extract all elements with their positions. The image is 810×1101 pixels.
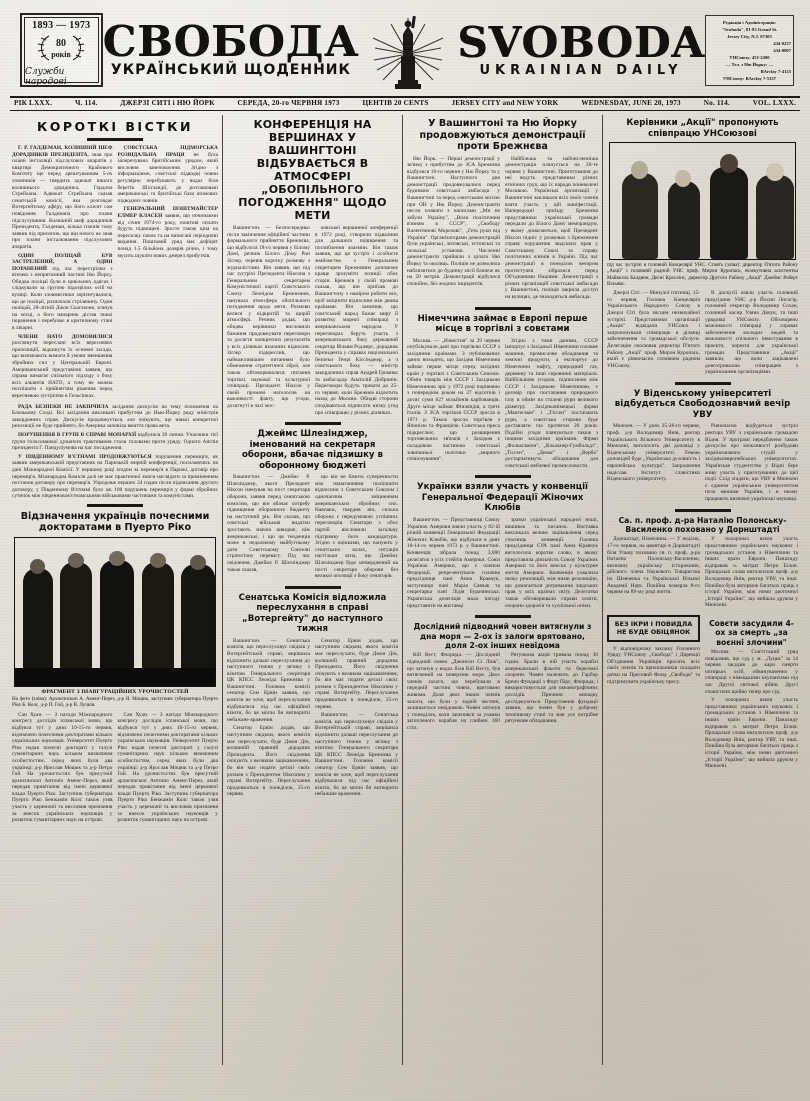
germany-trade-right — [505, 338, 598, 472]
watergate-text-left — [227, 638, 310, 800]
brief-lead: РАДА БЕЗПЕКИ НЕ ЗАКІНЧИЛА — [18, 403, 109, 410]
column-brief-news — [8, 115, 222, 1065]
headline-summit-conference: КОНФЕРЕНЦІЯ НА ВЕРШИНАХ У ВАШИНГТОНІ ВІДБУВАЄТЬСЯ В АТМОСФЕРІ „ОБОПІЛЬНОГО ПОГОДЖЕННЯ" ЩОДО МЕТИ — [238, 118, 387, 222]
anniversary-number: 80 — [56, 38, 67, 49]
brief-body: під час перестрілки з втечею з непритомний частині Ню Йорку. Обидва поліцаї були в цивільних одягах і слідкували за групою підозрілих осіб на вулиці. Коли зловмисники зорієнтувалися, що це поліцаї, розпочали стрілянину. Один поліцай, 28-літній Джон Скаглеоне, згинув на місці, а його напарник дістав тяжкі поранення і перебуває в критичному стані в лікарні. — [12, 265, 113, 332]
brief-lead: У ПІВДЕННОМУ В'ЄТНАМІ ПРОДОВЖУЮТЬСЯ — [18, 453, 152, 460]
article-paragraph: Мюнхен. — У днях 25-26-го червня, проф. д-р Володимир Янів, ректор Українського Вільного Університету в Мюнхені, виголосить дві доповіді у Віденському університеті. Темою доповідей буде „Українська духовність і європейська культура". Запрошення надіслав Інститут славістики Віденського університету. — [607, 423, 700, 483]
article-paragraph: Вашингтон. — Безпосередньо після закінчення офіційної частини формального прийняття Брежнєва, що відбулося 18-го червня у Білому Домі, речник Білого Дому Рон Зіґлер, перевів коротку розмову з журналістами. Він заявив, що під час зустрічі Президента Ніксона з Генеральним секретарем Комуністичної партії Совєтського Союзу Леонідом Брежнєвим, панувала атмосфера обопільного погодження щодо мети. Розмови велися у відкритій та щирій атмосфері. Речник додав, що обидва керівники висловили бажання продовжувати переговори та досягти конкретних результатів у всіх ділянках взаємних відносин. Зіґлер підкреслив, що найважливішим питанням було обмеження стратегічної зброї, але також обговорювалися питання торгівлі, наукової та культурної співпраці. Президент Ніксон у своїй промові наголосив на важливості факту, що угоди, досягнуті в часі мос- — [227, 225, 310, 410]
masthead-subtitle-en: UKRAINIAN DAILY — [479, 62, 683, 78]
headline-watergate-hearings: Сенатська Комісія відложила переслухання в справі „Вотергейту" до наступного тижня — [238, 592, 387, 635]
puerto-rico-honorary-doctorate-photo — [14, 537, 216, 687]
brief-item — [12, 404, 218, 430]
article-paragraph: У відповідному заклику Головного Уряду УНСоюзу „Свобода" і Дирекції Об'єднання Українців просить всіх своїх членів та прихильників складати датки на Пресовий Фонд „Свободи" та підтримувати українську пресу. — [607, 645, 700, 685]
soviet-sentence-column — [705, 611, 798, 772]
brief-news-left — [12, 145, 113, 402]
notice-body — [607, 646, 700, 686]
article-paragraph: Кій Вест, Флорида. — Дослідний підводний човен „Джонсон Сі Лінк", що затонув у водах біля Кій Весту, був витягнений на поверхню моря. Двох членів залоги, що перебували в передній частині човна, врятовано живими. Доля двох інших членів залоги, що були у задній частині, залишається невідомою. Човен затонув у понеділок, коли зачепився за уламки затопленого корабля на глибині 360 стіп. — [407, 652, 500, 731]
headline-puerto-rico: Відзначення українців почесними докторатами в Пуерто Ріко — [20, 510, 210, 534]
article-paragraph: Вашингтон. — Джеймс Р. Шлезінджер, якого Президент Ніксон іменував на пост секретаря оборони, заявив перед сенатською комісією, що він вбачає потребу підвищення оборонного бюджету на наступний рік. Він сказав, що совєтські військові видатки зростають значно швидше, ніж американські, і що ця тенденція може в недалекому майбутньому дати Совєтському Союзові стратегічну перевагу. Під час свідчення, Джеймс Р. Шлезінджер також сказав, — [227, 474, 310, 573]
womens-federation-right — [505, 517, 598, 611]
notice-column — [607, 611, 700, 772]
brief-body: заявив, що починаючи від січня 1974-го року, поштові оплати будуть підвищені. Зросте також ціна на пересилку пачок та на виписані періодичні видання. Поштовий уряд має дефіцит понад 1.5 більйона долярів річно, і тому мусить шукати нових джерел прибутків. — [117, 212, 219, 259]
brief-item — [12, 253, 113, 332]
addr-line-1: "Svoboda", 81-83 Grand St. — [721, 26, 778, 32]
brief-item — [12, 145, 113, 251]
divider — [475, 475, 531, 478]
article-paragraph: У похоронах взяли участь представники українських наукових і громадських установ з Німеччини та інших країн Европи. Панахиду відправив о. митрат Петро Білон. Прощальні слова виголосили проф. д-р Володимир Янів, ректор УВУ, та інші. Покійна була авторкою багатьох праць з історії України, між ними двотомної „Історії України", що вийшла друком у Мюнхені. — [705, 697, 798, 770]
brief-news-right — [118, 145, 219, 402]
column-summit-conference — [222, 115, 402, 1065]
brief-body: засідання дискусію на тему положення на Близькому Сході. Всі засідання викликані прибуттям до Нью-Йорку ряду міністрів закордонних справ. Дискусія продовжується, але очікують, що ніякої конкретної резолюції не буде прийнято, бо Америка заповіла вжиття права вета. — [12, 403, 219, 430]
brief-lead: СОВЄТСЬКА ПІДМОРСЬКА РОЗВІДАЛЬНА ПРАЦЯ — [117, 145, 218, 158]
brief-lead: ГЕНЕРАЛЬНИЙ ПОШТМАЙСТЕР ЕЛМЕР КЛАСЕН — [117, 206, 218, 219]
aktsiya-text-left — [607, 290, 700, 378]
addr-line-8: УНСоюзу: BArclay 7-5337 — [722, 75, 776, 81]
notice-title: БЕЗ ІКРИ І ПОВИДЛА НЕ БУДЕ ОБІЦЯНОК — [614, 619, 693, 637]
article-paragraph: Рівночасно відбудеться зустріч ректора УВУ з українською громадою Відня. У програмі передбачено також дискусію про можливості розбудови українознавчих студій у західньоевропейських університетах. Українське студентство у Відні бере живу участь у приготуваннях до цієї події. Слід згадати, що УВУ в Мюнхені є єдиним українським університетом поза межами України, і в ньому працюють визначні українські науковці. — [705, 423, 798, 502]
divider — [675, 509, 731, 512]
dateline-price: ЦЕНТІВ 20 CENTS — [362, 99, 429, 107]
addr-line-2: Jersey City, N.J. 07303 — [727, 33, 772, 39]
anniversary-seal — [20, 13, 103, 87]
schlesinger-text-left — [227, 474, 310, 582]
dateline-issue-en: No. 114. — [703, 99, 730, 107]
brief-body: відбулися 20 липня. Учасники тієї групи голосоманкої думаного трактовання стали головами проти уряду. Одного Англія президента Г. Пандуліумова на час посадження. — [12, 431, 219, 452]
addr-line-3: 434-0237 — [773, 40, 791, 46]
demonstrations-text-right — [505, 156, 598, 303]
wreath-icon — [31, 31, 91, 67]
dateline — [8, 98, 802, 109]
dateline-issue-uk: Ч. 114. — [75, 99, 98, 107]
article-paragraph: У похоронах взяли участь представники українських наукових і громадських установ з Німеччини та інших країн Европи. Панахиду відправив о. митрат Петро Білон. Прощальні слова виголосили проф. д-р Володимир Янів, ректор УВУ, та інші. Покійна була авторкою багатьох праць з історії України, між ними двотомної „Історії України", що вийшла друком у Мюнхені. — [705, 536, 798, 609]
divider — [285, 422, 341, 425]
article-paragraph: Вашингтон. — Сенатська комісія, що переслуховує свідків у Вотергейтській справі, вирішила відложити дальші переслухання до наступного тижня у зв'язку з візитою Генерального секретаря ЦК КПСС Леоніда Брежнєва у Вашингтоні. Головою комісії сенатор Сем Ервін заявив, що комісія не хоче, щоб переслухання відбувалися під час офіційної візити, бо це могло би витворити небажане враження. — [227, 637, 310, 723]
soviet-sentence-body — [705, 649, 798, 770]
article-paragraph: Сенатор Ервін додав, що наступним свідком, якого комісія має переслухати, буде Джон Дін, колишній правний дорадник Президента. Його свідчення очікують з великим зацікавленням, бо він має подати деталі своїх розмов з Президентом Ніксоном у справі Вотергейту. Переслухання продовжаться в понеділок, 25-го червня. — [315, 637, 398, 710]
puerto-rico-text-b — [118, 712, 219, 826]
brief-lead: Г. Р. ГАЛДЕМАН, КОЛИШНІЙ ШЕФ ДОРАДНИКІВ ПРЕЗИДЕНТА, — [12, 145, 113, 158]
headline-germany-trade: Німеччина займає в Европі перше місце в торгівлі з совєтами — [417, 313, 588, 335]
article-paragraph: Найбільша та найчисленніша демонстрація планується на 20-те червня у Вашингтоні. Приготування до неї ведуть представники різних етнічних груп, що їх народи поневолені Москвою. Українські організації у Вашингтоні закликали всіх своїх членів взяти участь у цій маніфестації. Напередодні приїзду Брежнєва представники української громади передали до Білого Дому меморандум, у якому домагаються, щоб Президент Ніксон підніс у розмовах з Брежнєвим справу порушення людських прав у Совєтському Союзі та справу політичних в'язнів в Україні. Під час демонстрації в понеділок вечором протестуючі зібралися перед Об'єднаними Націями. Демонстрації з різних організацій совєтської амбасади у Вашингтоні, поліція закрила доступ на вулицях, де знаходиться амбасада. — [505, 155, 598, 300]
photo-caption-text: На фото (зліва): Архиєпископ А. Аменг-Перез, д-р Я. Моцюк, заступник губернатора Пуерто Ріко Б. Колс, д-р П. Гой, д-р В. Лучків. — [12, 696, 218, 709]
article-paragraph: Вашингтон. — Сенатська комісія, що переслуховує свідків у Вотергейтській справі, вирішила відложити дальші переслухання до наступного тижня у зв'язку з візитою Генерального секретаря ЦК КПСС Леоніда Брежнєва у Вашингтоні. Головою комісії сенатор Сем Ервін заявив, що комісія не хоче, щоб переслухання відбувалися під час офіційної візити, бо це могло би витворити небажане враження. — [315, 712, 398, 798]
article-paragraph: Дорнштадт, Німеччина. — У неділю, 17-го червня, на цвинтарі в Дорнштадті біля Ульму поховано св. п. проф. д-ра Наталію Полонську-Василенко, визначну українську історикиню, дійсного члена Наукового Товариства ім. Шевченка та Української Вільної Академії Наук. Покійна померла 8-го червня на 89-му році життя. — [607, 536, 700, 596]
feature-paragraph: Сан Хуан. — З нагоди Міжнародного конгресу дослідів іспанської мови, що відбувся тут у днях 10-15-го червня, відзначено почесними докторатами кількох українських науковців. Університет Пуерто Ріко надав почесні доктораті у галузі гуманітарних наук кільком визначним особистостям, серед яких були два українці: д-р Ярослав Моцюк та д-р Петро Гой. На урочистостях був присутній архиєпископ Антоніо Аменг-Перез, який передав привітання від імені церковної влади Пуерто Ріко. Заступник губернатора Пуерто Ріко Бенжамін Колс також узяв участь у церемонії та висловив признання за внесок українських науковців у розвиток гуманітарних наук на острові. — [117, 711, 218, 824]
headline-soviet-death-sentences: Совєти засудили 4-ох за смерть „за воєнні злочини" — [709, 618, 794, 647]
section-title-brief-news: КОРОТКІ ВІСТКИ — [37, 119, 193, 134]
article-paragraph: ковської вершинної конференції в 1972 році, створили підвалини для дальшого поширення та поглиблення взаємин. Він також заявив, що ця зустріч і особисте знайомство з Генеральним секретарем Брежнєвим допоможе краще зрозуміти позиції обох сторін. Брежнєв у своїй промові сказав, що він приїхав до Вашингтону з наміром робити все, щоб зміцнити відносини між двома країнами. Він зазначив, що совєтський народ бажає миру й розвитку мирної співпраці з американським народом. У переговорах беруть участь з американського боку державний секретар Вільям Роджерс, дорадник Президента у справах національної безпеки Генрі Кіссінджер, а з совєтського боку — міністр закордонних справ Андрей Ґромико та амбасадор Анатолій Добринін. Переговори будуть тривати до 25-го червня, коли Брежнєв відлетить назад до Москви. Обидві сторони сподіваються підписати низку угод про співпрацю у різних ділянках. — [315, 225, 398, 416]
brief-body: знав про плани інсталяції підслухових апаратів у квартирі Демократичного Крайового Комітету ще перед арештуванням 5-ох зломників — твердить адвокат іншого колишнього дорадника, Гордона Стрейхана. Адвокат Стрейхана сказав сенатській комісії, яка розглядає Вотергейтську аферу, що його клієнт сам повідомив Галдемана про плани підслухування. Колишній шеф дорадників Президента, Галдеман, кілька тижнів тому заявив під присягою, що він нічого не знав про плани інсталювання підслухових апаратів. — [12, 151, 113, 250]
brief-item — [118, 206, 219, 259]
brief-item — [118, 145, 219, 204]
photo-caption-unsoyuz: під час зустрічі в головній Канцелярії УНС. Стоять (зліва): директор П'ятого Району „Акції" і головний радний УНС проф. Мирон Куропась, екзекутивна асистентка Майкелла Балдвин, Десні Креслінс, директор Другого Району „Акції" Джеймс Роберт Вільямс. — [607, 262, 798, 287]
brief-lead: ЧЛЕНИ НАТО ДОМОВИЛИСЯ — [18, 333, 113, 340]
brief-item — [12, 432, 218, 452]
submarine-text-right — [505, 652, 598, 733]
unsoyuz-aktsiya-meeting-photo — [609, 142, 796, 260]
watergate-text-right — [315, 638, 398, 800]
article-paragraph: зразки української народної ноші, вишивок та писанок. Виставка викликала велике зацікавлення серед учасниць конвенції. Головна предсідниця СУА пані Анна Кравчук виголосила коротке слово, в якому представила діяльність Союзу Українок Америки та його внесок у культурне життя Америки. Конвенція ухвалила низку резолюцій, між ними резолюцію, що домагається дотримання людських прав у всіх країнах світу. Делегатки також обговорювали справи освіти, охорони здоров'я та суспільної опіки. — [505, 516, 598, 609]
vienna-text-left — [607, 423, 700, 504]
addr-line-5: УНСоюзу: 451-2200 — [729, 54, 770, 60]
summit-text-right — [315, 225, 398, 418]
title-block — [103, 10, 705, 90]
addr-line-0: Редакція і Адміністрація: — [722, 19, 776, 25]
brief-item — [12, 334, 113, 400]
germany-trade-left — [407, 338, 500, 472]
submarine-text-left — [407, 652, 500, 733]
masthead-title-uk: СВОБОДА — [102, 17, 360, 66]
summit-text-left — [227, 225, 310, 418]
photo-caption-puerto-rico — [12, 689, 218, 709]
column-unsoyuz — [602, 115, 802, 1065]
laurel-wreath-icon — [31, 31, 91, 65]
feature-paragraph: Сан Хуан. — З нагоди Міжнародного конгресу дослідів іспанської мови, що відбувся тут у днях 10-15-го червня, відзначено почесними докторатами кількох українських науковців. Університет Пуерто Ріко надав почесні доктораті у галузі гуманітарних наук кільком визначним особистостям, серед яких були два українці: д-р Ярослав Моцюк та д-р Петро Гой. На урочистостях був присутній архиєпископ Антоніо Аменг-Перез, який передав привітання від імені церковної влади Пуерто Ріко. Заступник губернатора Пуерто Ріко Бенжамін Колс також узяв участь у церемонії та висловив признання за внесок українських науковців у розвиток гуманітарних наук на острові. — [12, 711, 113, 824]
article-paragraph: Ню Йорк. — Перші демонстрації у зв'язку з прибуттям до ЗСА Брежнєва відбулися 16-го червня у Ню Йорку та у Вашингтоні. Наступного дня демонстрації продовжувалися перед будинком совєтської амбасади у Вашингтоні та перед совєтською місією при ОН у Ню Йорку. Демонстранти несли плякати з написами „Ми не забули Україну", „Воля політичним в'язням в СССР", „Свободу Валентинові Морозові", „Геть руки від України". Організаторами демонстрацій були українські, литовські, естонські та польські установи. Численні демонстранти прийшли з цілого Ню Йорку та околиць. Поліція не дозволила наблизитися до будинку місії ближче як на 50 метрів. Демонстрації відбулися спокійно, без жодних інцидентів. — [407, 155, 500, 287]
aktsiya-text-right — [705, 290, 798, 378]
dateline-year-en: VOL. LXXX. — [752, 99, 796, 107]
article-columns — [8, 113, 802, 1065]
anniversary-motto: Служби народові — [25, 67, 67, 87]
headline-schlesinger: Джеймс Шлезінджер, іменований на секретаря оборони, вбачає підзишку в оборонному бюджеті — [242, 429, 383, 471]
vienna-text-right — [705, 423, 798, 504]
article-paragraph: Сенатор Ервін додав, що наступним свідком, якого комісія має переслухати, буде Джон Дін, колишній правний дорадник Президента. Його свідчення очікують з великим зацікавленням, бо він має подати деталі своїх розмов з Президентом Ніксоном у справі Вотергейту. Переслухання продовжаться в понеділок, 25-го червня. — [227, 725, 310, 798]
statue-of-liberty-emblem — [365, 10, 451, 90]
masthead-subtitle-uk: УКРАЇНСЬКИЙ ЩОДЕННИК — [110, 62, 351, 78]
dateline-rule-bottom — [10, 110, 800, 111]
masthead-title-en: SVOBODA — [457, 17, 705, 67]
addr-line-6: — Тел. з Ню Йорку: — — [725, 61, 774, 67]
divider — [87, 504, 143, 507]
article-paragraph: Рятункова акція тривала понад 30 годин. Брали в ній участь кораблі американської фльоти та берегової охорони. Човен належить до Гарбор Бренч Фундації з Форт Пірс, Флорида, і використовується для океанографічних дослідів. Причини випадку досліджуються. Представник фундації заявив, що човен був у доброму технічному стані та мав усе потрібне рятункове обладнання. — [505, 652, 598, 725]
divider — [675, 382, 731, 385]
contact-address-box — [705, 15, 794, 86]
article-paragraph: Згідно з тими даними, СССР імпортує з Західньої Німеччини головне машини, промислове обладнання та хемічні продукти, а експортує до Німеччини нафту, природний газ, деревину та інші сировинні матеріали. Найбільшою угодою, підписаною між СССР і Західньою Німеччиною, є договір про постачання природного газу в обмін на сталеві рури великого діаметру. Західньонімецькі фірми „Мангесман" і „Тіссен" постачають рури, а совєтська сторона буде доставляти газ протягом 20 років. Подібні угоди плянуються також з іншими західніми країнами. Фірми „Фольксваґен", „Кльокнер-Гумбольдт", „Тіссен", „Демаґ" і „Верба" достарчатимуть обладнання для совєтської меблевої промисловости. — [505, 337, 598, 469]
brief-body: розглянути переслані всіх вересневих пропозицій, відкинути їх основні засади, що визначають вимоги й умови зменшення збройних сил у Центральній Европі. Американський представник заявив, що справа вимагає спільного підходу з боку всіх альянтів НАТО, а тому не можна поспішати з прийняттям рішення перед вересневою зустріччю в Гельсінках. — [12, 340, 113, 399]
article-paragraph: Вашингтон. — Представниці Союзу Українок Америки взяли участь у 82-ій річній конвенції Генеральної Федерації Жіночих Клюбів, що відбулася в днях 10-14-го червня 1973 р. у Вашингтоні. Конвенція зібрала понад 3,000 делегаток з усіх стейтів Америки. Союз Українок Америки, що є членом Федерації, репрезентували головна предсідниця пані Анна Кравчук, заступниця пані Марія Савчак та секретарка пані Лідія Бурачинська. Українська делегація мала нагоду представити на виставці — [407, 516, 500, 609]
headline-womens-federation: Українки взяли участь у конвенції Генеральної Федерації Жіночих Клюбів — [417, 482, 588, 514]
article-paragraph: Джерзі Сіті. — Минулої п'ятниці, 15-го червня, Головна Канцелярія Українського Народного Союзу в Джерзі Сіті була місцем незвичайної зустрічі. Представники організації „Акція" відвідали УНСоюз і запропонували співпрацю в ділянці забезпечення та громадської обслуги. Делегацію очолював директор П'ятого Району „Акції" проф. Мирон Куропась, який є рівночасно головним радним УНСоюзу. — [607, 290, 700, 369]
anniversary-years: 1893 — 1973 — [32, 20, 91, 31]
polonska-text-right — [705, 536, 798, 611]
article-paragraph: Москва. — „Известия" за 29 червня опублікували дані про торгівлю СССР з західними країнами. З публікованих даних виходить, що Західня Німеччина займає перше місце серед західних країн у торгівлі з Совєтським Союзом. Обмін товарів між СССР і Західньою Німеччиною зріс у 1972 році порівняно з попереднім роком на 27 відсотків і досяг суми 827 мільйонів карбованців. Друге місце займає Фінляндія, а третє Італія. З ЗСА торгівля СССР зросла в 1971 р. Також зросла торгівля з Японією та Францією. Совєтська преса підкреслює, що розширення торговельних зв'язків з Заходом є складовою частиною совєтської зовнішньої політики „мирного співіснування". — [407, 337, 500, 463]
polonska-text-left — [607, 536, 700, 611]
article-paragraph: В дискусії взяли участь головний предсідник УНС д-р Йосип Лисогір, головний секретар Володимир Сохан, головний касир Уляна Дячук, та інші урядовці УНСоюзу. Обговорено можливості співпраці у справах забезпечення молодих людей та можливості спільного інвестування в проєкти, корисні для української громади. Представники „Акції" заявили, що вони зацікавлені довготривалою співпрацею з українськими організаціями. — [705, 290, 798, 376]
dateline-year-uk: РІК LXXX. — [14, 99, 53, 107]
headline-vienna-uvu: У Віденському університеті відбудеться Свободознавчий вечір УВУ — [614, 388, 791, 420]
photo-caption-title: ФРАГМЕНТ З ІНАВГУРАЦІЙНИХ УРОЧИСТОСТЕЙ — [41, 688, 189, 695]
press-fund-notice — [607, 615, 700, 642]
divider — [285, 586, 341, 589]
anniversary-unit: років — [51, 50, 72, 59]
brief-news-full — [12, 404, 218, 500]
brief-lead: ОДИН ПОЛІЦАЙ БУВ ЗАСТРЕЛЕНИЙ, А ОДИН ПОРАНЕНИЙ — [12, 252, 113, 272]
dateline-date-en: WEDNESDAY, JUNE 20, 1973 — [581, 99, 681, 107]
dateline-date-uk: СЕРЕДА, 20-го ЧЕРВНЯ 1973 — [237, 99, 340, 107]
column-demonstrations — [402, 115, 602, 1065]
article-paragraph: Москва. — Сов'єтський уряд повідомив, що суд у м. „Луцьк" за 14 червня засудив до кари смерти чотирьох осіб, обвинувачених у співпраці з німецькими окупантами під час Другої світової війни. Другі сповістили щойно тепер про суд. — [705, 649, 798, 695]
brief-item — [12, 454, 218, 500]
headline-demonstrations: У Вашингтоні та Ню Йорку продовжуються демонстрації проти Брежнєва — [419, 118, 586, 152]
womens-federation-left — [407, 517, 500, 611]
demonstrations-text-left — [407, 156, 500, 303]
brief-body: не була заперечувана бритійським урядом, який висловив занепокоєння. Згідно з інформаціями, совєтські підводні човни регулярно перебувають у водах біля берегів Шотландії, де розташовані американські та бритійські бази атомових підводних човнів. — [117, 151, 218, 204]
brief-body: порушення перемир'я, як заявив американський представник на Паризькій мирній конференції, посилаючись на дані Міжнародної Комісії. У першому році згодом за перемир'я в Парижі, договір про перемир'я. Міжнародна Комісія далі не має практичної змоги наглядати за приміненням постанов договору про перемир'я. Упродовж перших 24 годин після підписання другого договору, у Південному В'єтнамі було аж 108 порушень перемир'я у формі збройних сутичок між південноков'єтнамськими військовими частинами та комуністами. — [12, 453, 219, 500]
masthead — [8, 6, 802, 94]
dateline-city-en: JERSEY CITY and NEW YORK — [451, 99, 559, 107]
schlesinger-text-right — [315, 474, 398, 582]
brief-lead: ПОРУШЕННЯ В ГРУПІ В СПРАВІ МОНАРХІЇ — [18, 431, 137, 438]
dateline-city-uk: ДЖЕРЗІ СИТІ і НЮ ЙОРК — [120, 99, 215, 107]
divider — [475, 307, 531, 310]
article-paragraph: що він не бачить суперечности між намаганнями поліпшити відносини з Совєтським Союзом і одночасним зміцненням американських збройних сил. Навпаки, твердив він, сильна оборона є передумовою успішних переговорів. Сенатори з обох партій висловили загальну підтримку його кандидатури. Згідно з оцінками, що панують у сенатських колах, ситуація настільки ясна, що Джеймс Шлезінджер буде затверджений на пості секретаря оборони без великої опозиції з боку сенаторів. — [315, 474, 398, 580]
divider — [475, 615, 531, 618]
headline-submarine-rescue: Дослідний підводний човен витягнули з дна моря — 2-ох із залоги врятовано, доля 2-ох інших невідома — [413, 622, 592, 651]
headline-aktsiya-cooperation: Керівники „Акції" пропонують співпрацю УНСоюзові — [626, 118, 779, 139]
addr-line-4: 434-0807 — [773, 47, 791, 53]
addr-line-7: BArclay 7-4125 — [760, 68, 791, 74]
headline-polonska-funeral: Са. п. проф. д-ра Наталію Полонську-Василенко поховано у Дорнштадті — [618, 515, 787, 534]
divider — [87, 138, 143, 141]
puerto-rico-text-a — [12, 712, 113, 826]
